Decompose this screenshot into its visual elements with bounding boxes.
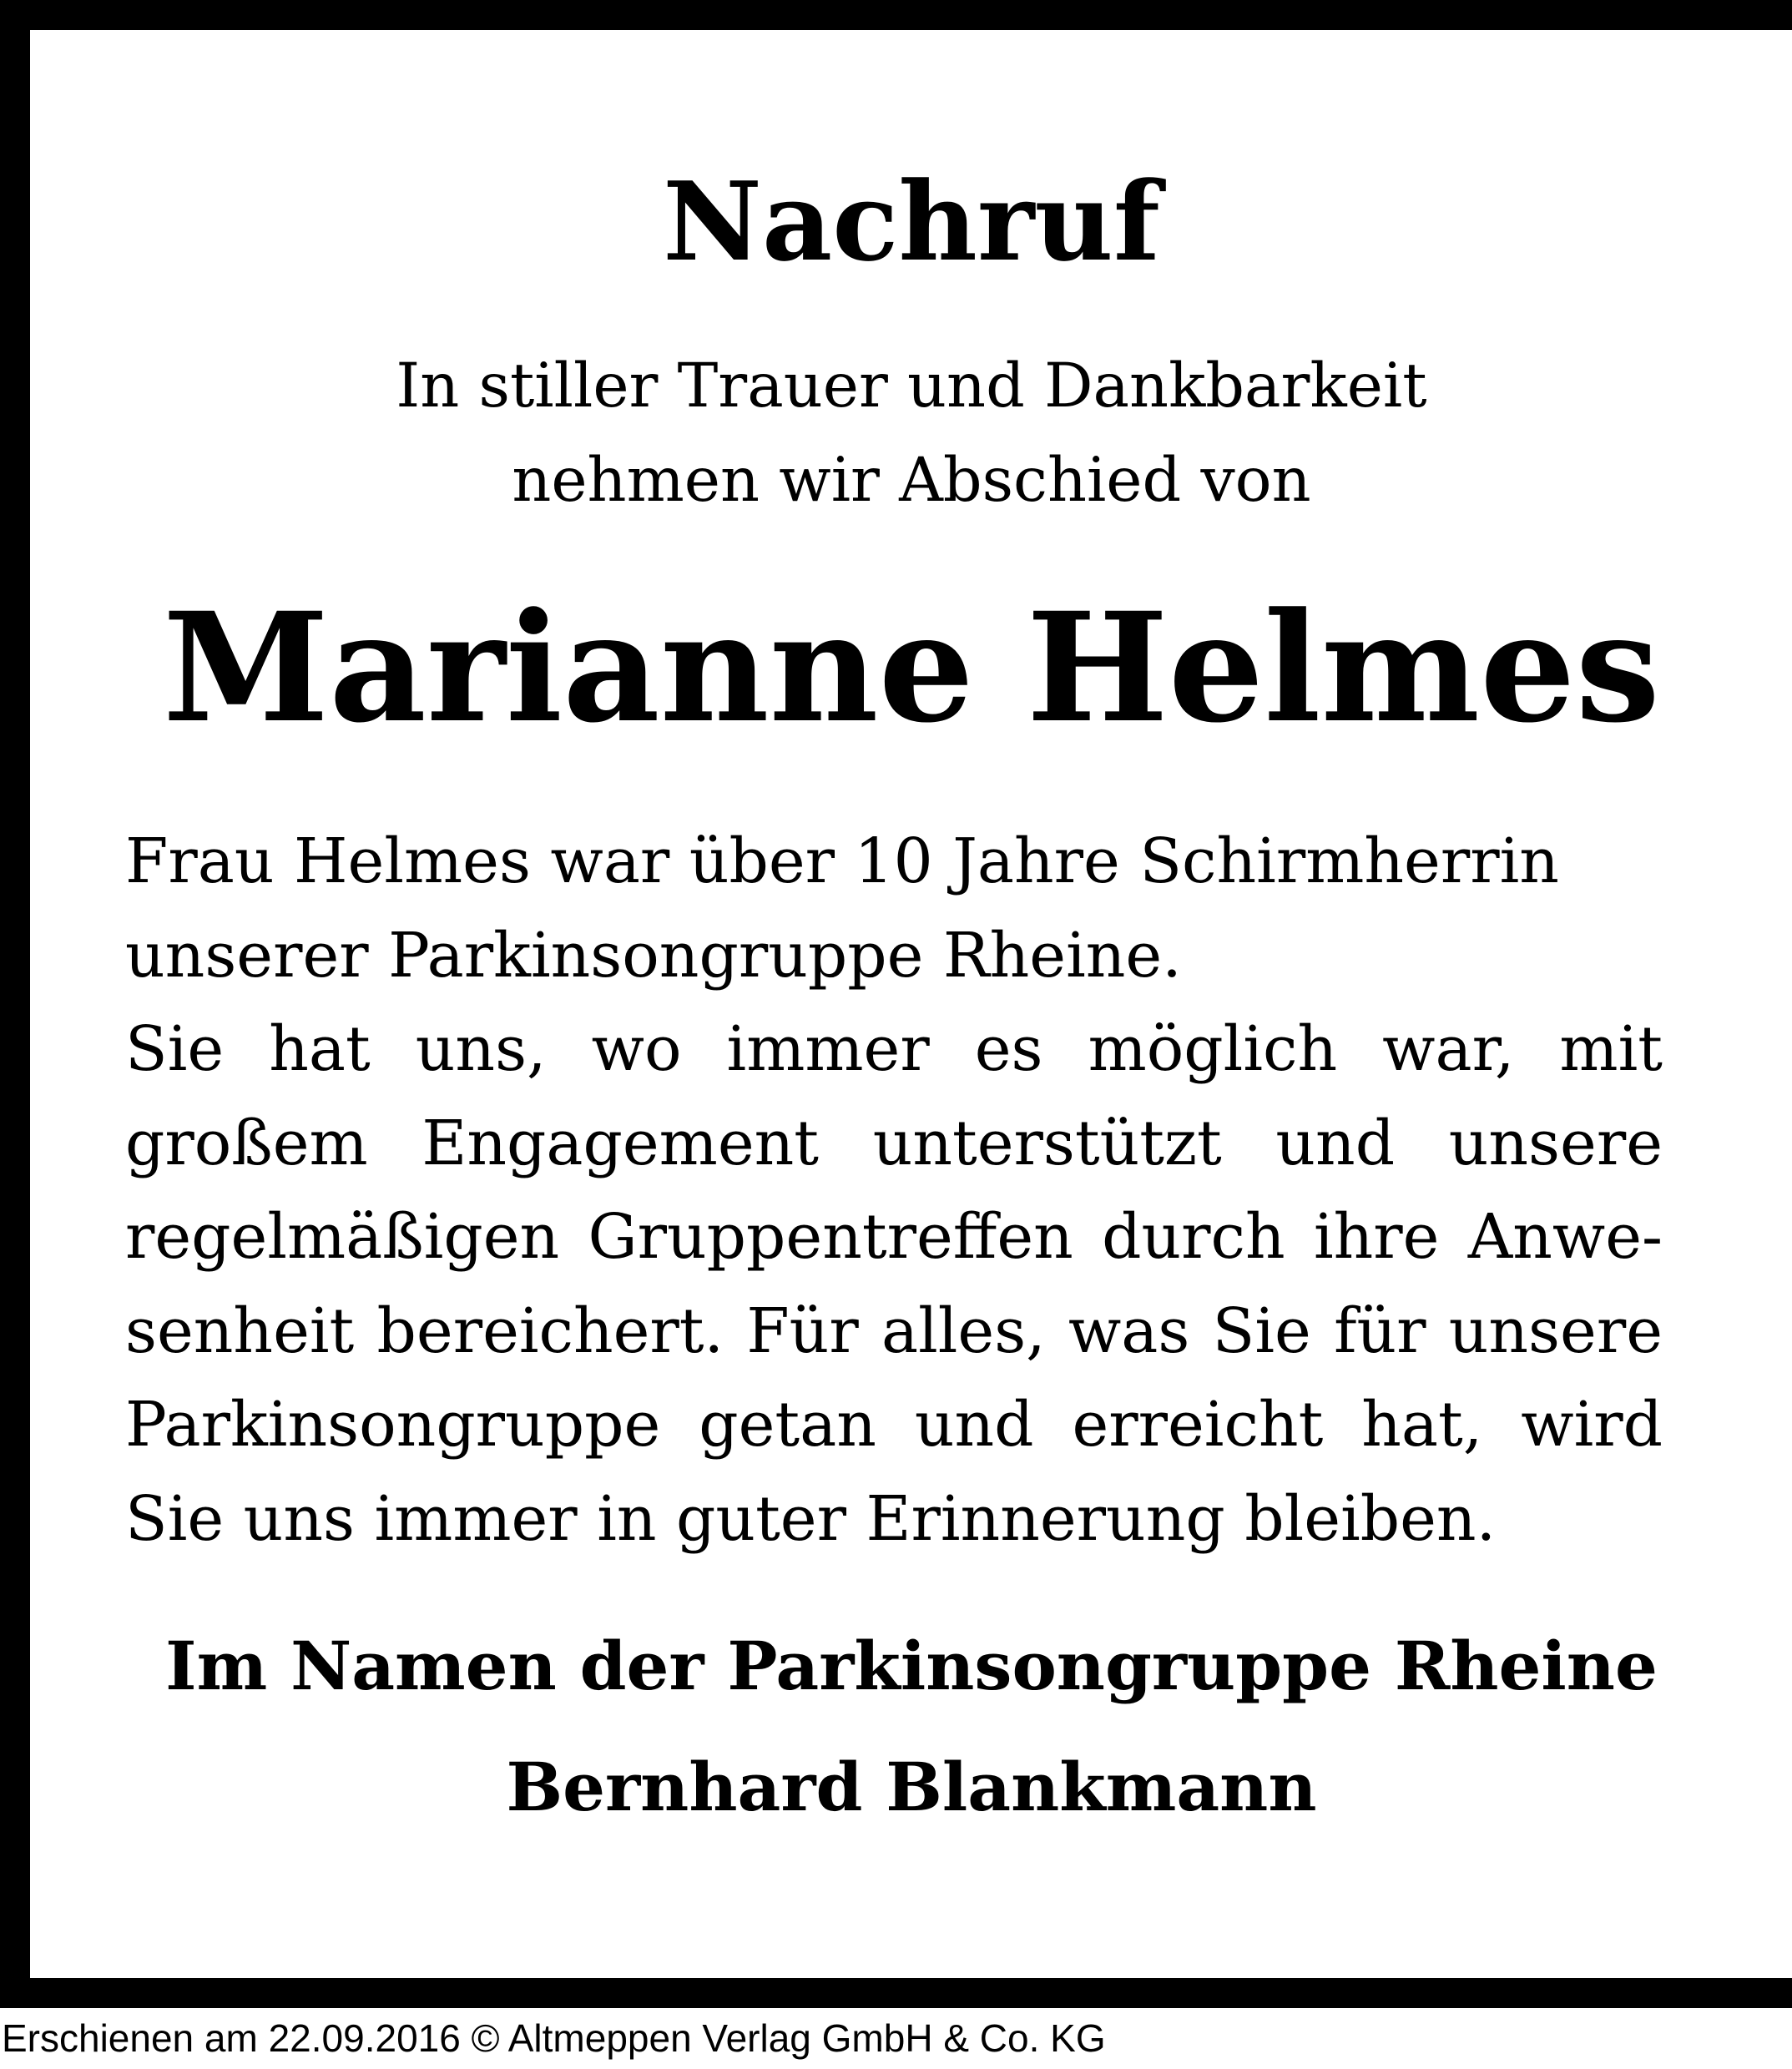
- tribute-line: Parkinsongruppe getan und erreicht hat, wird: [125, 1389, 1663, 1461]
- tribute-text: [125, 815, 1663, 1566]
- tribute-line: senheit bereichert. Für alles, was Sie für unsere: [125, 1294, 1663, 1367]
- tribute-line: regelmäßigen Gruppentreffen durch ihre Anwe-: [125, 1201, 1663, 1273]
- tribute-line: Sie uns immer in guter Erinnerung bleiben.: [125, 1482, 1497, 1555]
- signoff-signatory: Bernhard Blankmann: [506, 1748, 1317, 1826]
- signoff-organization: Im Namen der Parkinsongruppe Rheine: [165, 1627, 1658, 1705]
- tribute-line: Frau Helmes war über 10 Jahre Schirmherrin: [125, 825, 1559, 897]
- tribute-line: Sie hat uns, wo immer es möglich war, mit: [125, 1013, 1663, 1085]
- intro-line: In stiller Trauer und Dankbarkeit: [396, 351, 1427, 421]
- deceased-name: Marianne Helmes: [163, 580, 1660, 756]
- tribute-line: unserer Parkinsongruppe Rheine.: [125, 919, 1182, 992]
- intro-line: nehmen wir Abschied von: [512, 445, 1311, 516]
- notice-title: Nachruf: [663, 158, 1160, 285]
- tribute-line: großem Engagement unterstützt und unsere: [125, 1107, 1663, 1179]
- publication-note: Erschienen am 22.09.2016 © Altmeppen Verlag GmbH & Co. KG: [2, 2016, 1106, 2060]
